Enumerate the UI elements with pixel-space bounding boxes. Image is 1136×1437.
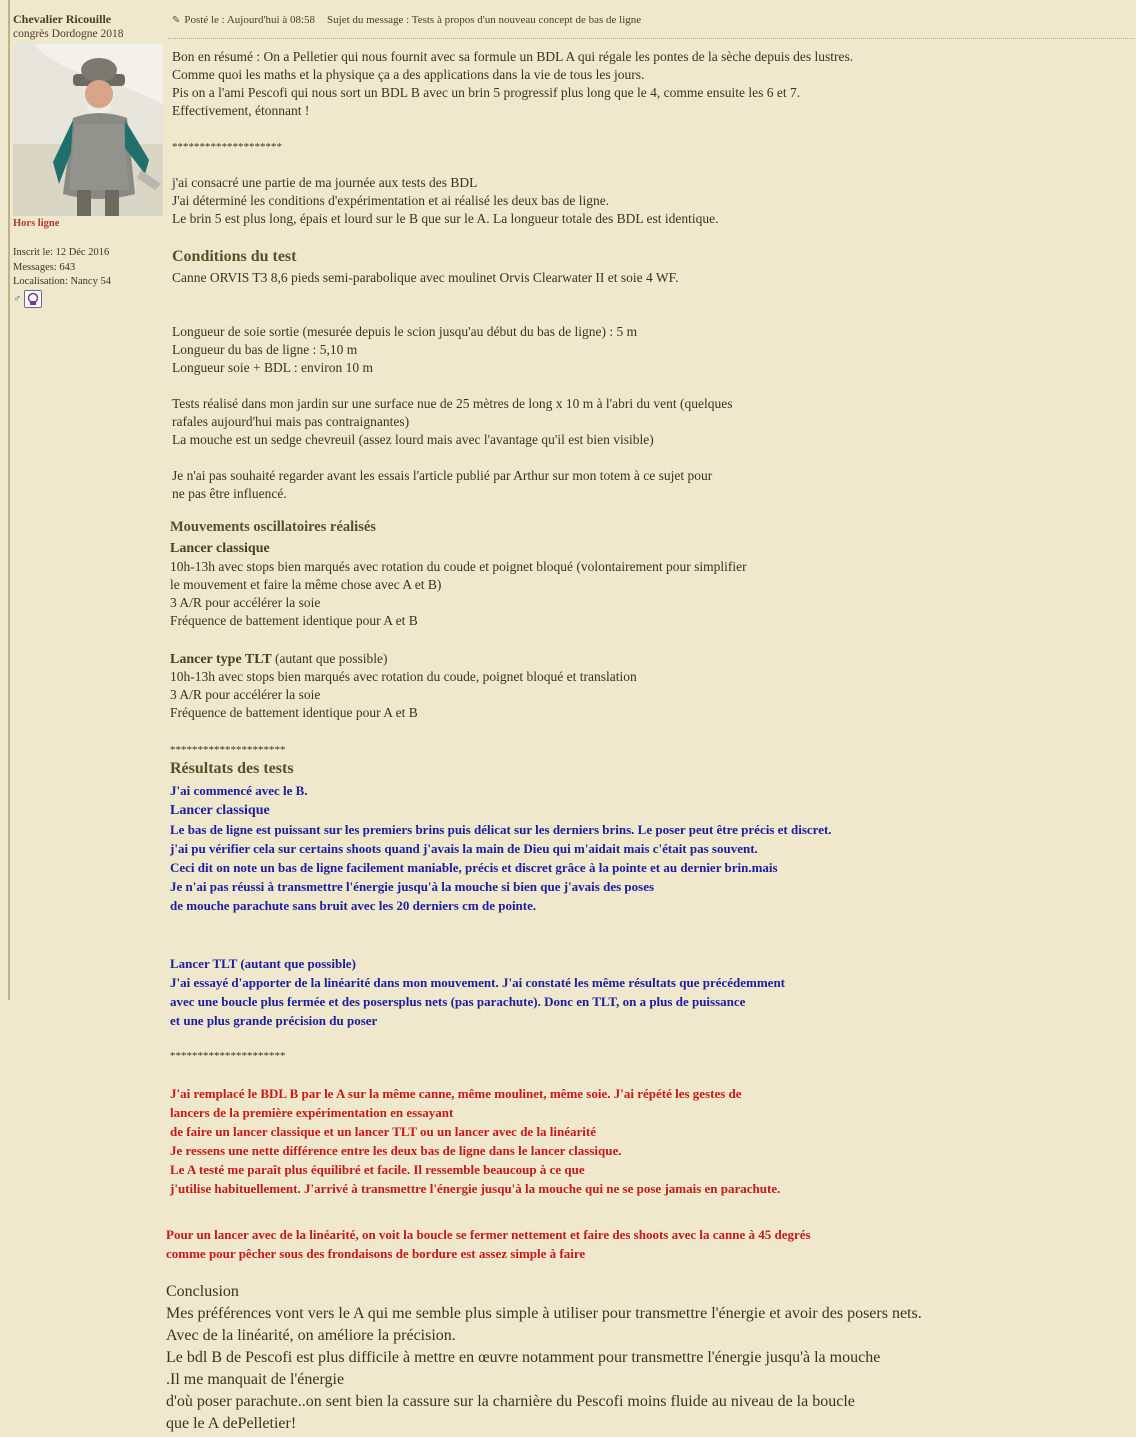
classic-heading: Lancer classique	[170, 541, 270, 556]
intro-line: Pis on a l'ami Pescofi qui nous sort un BDL B avec un brin 5 progressif plus long que le 4, comme ensuite les 6 et 7.	[172, 85, 801, 100]
classic-line: 10h-13h avec stops bien marqués avec rotation du coude et poignet bloqué (volontairement pour simplifier	[170, 559, 747, 574]
setup-line: j'ai consacré une partie de ma journée aux tests des BDL	[172, 175, 478, 190]
linearity-line: Pour un lancer avec de la linéarité, on voit la boucle se fermer nettement et faire des shoots avec la canne à 45 degrés	[166, 1227, 811, 1242]
intro-line: Bon en résumé : On a Pelletier qui nous fournit avec sa formule un BDL A qui régale les pontes de la sèche depuis des lustres.	[172, 49, 854, 64]
setup-line: J'ai déterminé les conditions d'expérimentation et ai réalisé les deux bas de ligne.	[172, 193, 610, 208]
length-line: Longueur du bas de ligne : 5,10 m	[172, 342, 358, 357]
online-status: Hors ligne	[13, 218, 60, 229]
author-avatar	[13, 44, 163, 216]
male-gender-icon: ♂	[13, 293, 22, 305]
conclusion-heading: Conclusion	[166, 1283, 239, 1300]
contact-badge-icon[interactable]	[24, 290, 42, 308]
length-line: Longueur de soie sortie (mesurée depuis le scion jusqu'au début du bas de ligne) : 5 m	[172, 324, 638, 339]
place-line: Tests réalisé dans mon jardin sur une surface nue de 25 mètres de long x 10 m à l'abri du vent (quelques	[172, 396, 733, 411]
conclusion-line: que le A dePelletier!	[166, 1415, 297, 1432]
result-b-line: Lancer classique	[170, 803, 270, 818]
movements-heading: Mouvements oscillatoires réalisés	[170, 519, 376, 535]
author-rank: congrès Dordogne 2018	[13, 28, 124, 40]
conclusion-line: Mes préférences vont vers le A qui me semble plus simple à utiliser pour transmettre l'énergie et avoir des posers nets.	[166, 1305, 922, 1322]
author-sidebar	[9, 0, 161, 1000]
article-line: ne pas être influencé.	[172, 486, 287, 501]
separator: *********************	[170, 1050, 286, 1062]
post-pencil-icon: ✎	[172, 15, 181, 26]
result-a-line: de faire un lancer classique et un lancer TLT ou un lancer avec de la linéarité	[170, 1124, 597, 1139]
length-line: Longueur soie + BDL : environ 10 m	[172, 360, 373, 375]
conclusion-line: d'où poser parachute..on sent bien la cassure sur la charnière du Pescofi moins fluide au niveau de la boucle	[166, 1393, 855, 1410]
author-name[interactable]: Chevalier Ricouille	[13, 12, 112, 26]
result-a-line: lancers de la première expérimentation en essayant	[170, 1105, 454, 1120]
conditions-rod: Canne ORVIS T3 8,6 pieds semi-parabolique avec moulinet Orvis Clearwater II et soie 4 WF.	[172, 270, 679, 285]
result-b-line: Je n'ai pas réussi à transmettre l'énergie jusqu'à la mouche si bien que j'avais des poses	[170, 879, 655, 894]
conclusion-line: Le bdl B de Pescofi est plus difficile à mettre en œuvre notamment pour transmettre l'énergie jusqu'à la mouche	[166, 1349, 881, 1366]
result-a-line: J'ai remplacé le BDL B par le A sur la même canne, même moulinet, même soie. J'ai répété les gestes de	[170, 1086, 742, 1101]
profile-icons	[13, 290, 42, 308]
message-count: Messages: 643	[13, 262, 76, 273]
intro-line: Effectivement, étonnant !	[172, 103, 310, 118]
intro-line: Comme quoi les maths et la physique ça a des applications dans la vie de tous les jours.	[172, 67, 645, 82]
results-heading: Résultats des tests	[170, 760, 294, 777]
result-b-line: J'ai commencé avec le B.	[170, 783, 308, 798]
result-a-line: j'utilise habituellement. J'arrivé à transmettre l'énergie jusqu'à la mouche qui ne se pose jamais en parachute.	[170, 1181, 781, 1196]
setup-line: Le brin 5 est plus long, épais et lourd sur le B que sur le A. La longueur totale des BDL est identique.	[172, 211, 719, 226]
result-b-line: de mouche parachute sans bruit avec les 20 derniers cm de pointe.	[170, 898, 537, 913]
tlt-line: 10h-13h avec stops bien marqués avec rotation du coude, poignet bloqué et translation	[170, 669, 637, 684]
author-location: Localisation: Nancy 54	[13, 276, 111, 287]
tlt-note: (autant que possible)	[271, 651, 388, 666]
result-b-line: Ceci dit on note un bas de ligne facilement maniable, précis et discret grâce à la pointe et au dernier brin.mais	[170, 860, 778, 875]
conditions-heading: Conditions du test	[172, 248, 297, 265]
result-tlt-line: et une plus grande précision du poser	[170, 1013, 378, 1028]
conclusion-line: .Il me manquait de l'énergie	[166, 1371, 345, 1388]
registered-date: Inscrit le: 12 Déc 2016	[13, 247, 110, 258]
article-line: Je n'ai pas souhaité regarder avant les essais l'article publié par Arthur sur mon totem à ce sujet pour	[172, 468, 713, 483]
separator: ********************	[172, 141, 282, 153]
separator: *********************	[170, 744, 286, 756]
classic-line: Fréquence de battement identique pour A et B	[170, 613, 418, 628]
header-divider	[168, 38, 1134, 39]
tlt-heading-row	[170, 650, 388, 669]
post-date: Posté le : Aujourd'hui à 08:58	[184, 14, 316, 26]
result-a-line: Je ressens une nette différence entre les deux bas de ligne dans le lancer classique.	[170, 1143, 622, 1158]
result-a-line: Le A testé me paraît plus équilibré et facile. Il ressemble beaucoup à ce que	[170, 1162, 585, 1177]
post-header	[172, 14, 641, 26]
post-subject: Sujet du message : Tests à propos d'un nouveau concept de bas de ligne	[327, 14, 642, 26]
place-line: La mouche est un sedge chevreuil (assez lourd mais avec l'avantage qu'il est bien visible)	[172, 432, 654, 447]
tlt-line: Fréquence de battement identique pour A et B	[170, 705, 418, 720]
result-b-line: j'ai pu vérifier cela sur certains shoots quand j'avais la main de Dieu qui m'aidait mais c'était pas souvent.	[170, 841, 758, 856]
result-b-line: Le bas de ligne est puissant sur les premiers brins puis délicat sur les derniers brins. Le poser peut être précis et discret.	[170, 822, 832, 837]
result-tlt-line: avec une boucle plus fermée et des posersplus nets (pas parachute). Donc en TLT, on a plus de puissance	[170, 994, 746, 1009]
result-tlt-line: J'ai essayé d'apporter de la linéarité dans mon mouvement. J'ai constaté les même résultats que précédemment	[170, 975, 786, 990]
classic-line: 3 A/R pour accélérer la soie	[170, 595, 321, 610]
classic-line: le mouvement et faire la même chose avec A et B)	[170, 577, 442, 592]
tlt-line: 3 A/R pour accélérer la soie	[170, 687, 321, 702]
linearity-line: comme pour pêcher sous des frondaisons de bordure est assez simple à faire	[166, 1246, 586, 1261]
result-tlt-line: Lancer TLT (autant que possible)	[170, 956, 356, 971]
conclusion-line: Avec de la linéarité, on améliore la précision.	[166, 1327, 456, 1344]
tlt-heading: Lancer type TLT	[170, 652, 272, 667]
place-line: rafales aujourd'hui mais pas contraignantes)	[172, 414, 410, 429]
post-body	[160, 0, 1136, 1437]
